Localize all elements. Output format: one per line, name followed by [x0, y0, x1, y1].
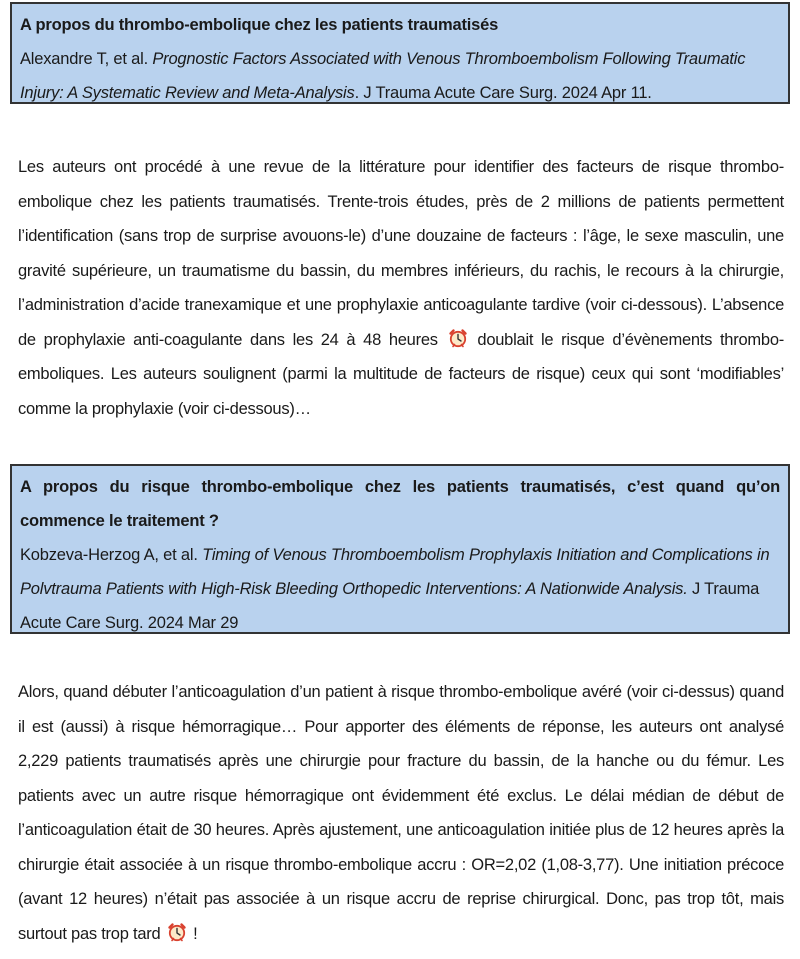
- article-1-title: A propos du thrombo-embolique chez les patients traumatisés: [20, 16, 499, 34]
- article-2-paper-title: Timing of Venous Thromboembolism Prophylaxis Initiation and Complications in Polvtrauma Patients with High-Risk Bleeding Orthopedic Interventions: A Nationwide Analysis.: [20, 546, 770, 598]
- article-1-summary: [18, 150, 784, 426]
- article-1-summary-part-2: doublait le risque d’évènements thrombo-emboliques. Les auteurs soulignent (parmi la multitude de facteurs de risque) ceux qui sont ‘modifiables’ comme la prophylaxie (voir ci-dessous)…: [18, 330, 784, 418]
- article-2-summary-part-1: Alors, quand débuter l’anticoagulation d’un patient à risque thrombo-embolique avéré (voir ci-dessus) quand il est (aussi) à risque hémorragique… Pour apporter des éléments de réponse, les auteurs ont analysé 2,229 patients traumatisés après une chirurgie pour fracture du bassin, de la hanche ou du fémur. Les patients avec un autre risque hémorragique ont évidemment été exclus. Le délai médian de début de l’anticoagulation était de 30 heures. Après ajustement, une anticoagulation initiée plus de 12 heures après la chirurgie était associée à un risque thrombo-embolique accru : OR=2,02 (1,08-3,77). Une initiation précoce (avant 12 heures) n’était pas associée à un risque accru de reprise chirurgical. Donc, pas trop tôt, mais surtout pas trop tard: [18, 683, 784, 943]
- article-2-authors: Kobzeva-Herzog A, et al.: [20, 546, 203, 564]
- alarm-clock-icon: [448, 328, 468, 348]
- reference-box-2: [10, 464, 790, 634]
- article-1-citation: [20, 42, 780, 110]
- article-2-summary-part-2: !: [188, 924, 198, 943]
- article-2-journal: J Trauma Acute Care Surg. 2024 Mar 29: [20, 580, 760, 632]
- article-2-summary: [18, 675, 784, 951]
- article-1-summary-part-1: Les auteurs ont procédé à une revue de la littérature pour identifier des facteurs de risque thrombo-embolique chez les patients traumatisés. Trente-trois études, près de 2 millions de patients permettent l’identification (sans trop de surprise avouons-le) d’une douzaine de facteurs : l’âge, le sexe masculin, une gravité supérieure, un traumatisme du bassin, du membres inférieurs, du rachis, le recours à la chirurgie, l’administration d’acide tranexamique et une prophylaxie anticoagulante tardive (voir ci-dessous). L’absence de prophylaxie anti-coagulante dans les 24 à 48 heures: [18, 158, 784, 349]
- article-2-title: A propos du risque thrombo-embolique chez les patients traumatisés, c’est quand qu’on commence le traitement ?: [20, 478, 780, 530]
- article-1-journal: . J Trauma Acute Care Surg. 2024 Apr 11.: [354, 84, 652, 102]
- reference-box-1: [10, 2, 790, 104]
- article-1-paper-title: Prognostic Factors Associated with Venous Thromboembolism Following Traumatic Injury: A Systematic Review and Meta-Analysis: [20, 50, 746, 102]
- alarm-clock-icon: [167, 922, 187, 942]
- article-2-citation: [20, 538, 780, 640]
- article-1-authors: Alexandre T, et al.: [20, 50, 153, 68]
